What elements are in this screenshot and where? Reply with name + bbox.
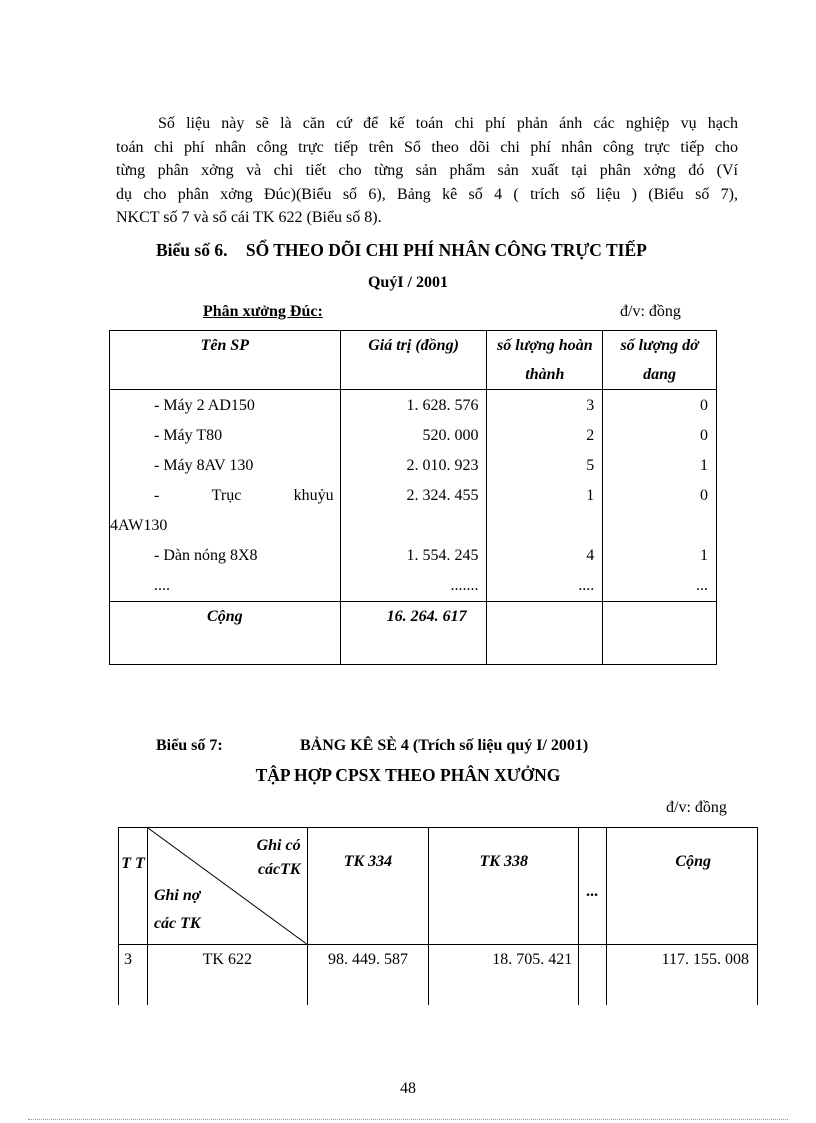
header-more: ... [579, 828, 607, 945]
row-tt: 3 [119, 945, 148, 1006]
completed: 2 [586, 427, 595, 444]
header-completed: số lượng hoàn thành [487, 331, 603, 390]
completed: 5 [586, 457, 595, 474]
wip: ... [696, 577, 708, 594]
wip: 0 [700, 487, 708, 504]
table1-title [156, 240, 647, 261]
value: ....... [450, 577, 479, 594]
table-header-row [119, 828, 758, 945]
header-debit: Ghi nợ các TK [153, 887, 201, 932]
value: 2. 324. 455 [406, 487, 479, 504]
header-value: Giá trị (đồng) [340, 331, 487, 390]
product-name: - Máy 2 AD150 [154, 397, 255, 414]
row-tk334: 98. 449. 587 [307, 945, 429, 1006]
completed: .... [578, 577, 595, 594]
page-number: 48 [400, 1080, 416, 1097]
wip: 1 [700, 457, 708, 474]
product-name: - Máy 8AV 130 [154, 457, 254, 474]
value: 1. 554. 245 [406, 547, 479, 564]
completed: 3 [586, 397, 595, 414]
table2-label: Biểu số 7: [156, 737, 223, 754]
header-total: Cộng [607, 828, 758, 945]
table1-label: Biểu số 6. [156, 240, 228, 260]
row-account: TK 622 [147, 945, 307, 1006]
table2-unit: đ/v: đồng [666, 799, 727, 816]
completed: 4 [586, 547, 595, 564]
total-value: 16. 264. 617 [340, 602, 487, 665]
intro-paragraph [116, 112, 738, 230]
table2-title: BẢNG KÊ SÈ 4 (Trích số liệu quý I/ 2001) [300, 737, 589, 754]
total-label: Cộng [110, 602, 341, 665]
product-names-cell [110, 390, 341, 602]
total-row [110, 602, 717, 665]
product-name: - Máy T80 [154, 427, 223, 444]
labor-cost-table [109, 330, 717, 665]
wip: 0 [700, 427, 708, 444]
paragraph-line: toán chi phí nhân công trực tiếp trên Sổ theo dõi chi phí nhân công trực tiếp cho [116, 138, 738, 156]
row-total: 117. 155. 008 [607, 945, 758, 1006]
product-name: - Trục khuỷu [154, 487, 334, 504]
product-name-wrap: 4AW130 [110, 517, 168, 534]
values-cell [340, 390, 487, 602]
wip: 1 [700, 547, 708, 564]
table1-period: QuýI / 2001 [367, 274, 448, 291]
wip-cell [603, 390, 717, 602]
page-bottom-rule [28, 1119, 788, 1120]
completed: 1 [586, 487, 595, 504]
header-product: Tên SP [110, 331, 341, 390]
product-name: .... [154, 577, 170, 594]
table2-subtitle: TẬP HỢP CPSX THEO PHÂN XƯỞNG [255, 765, 561, 785]
paragraph-line: Số liệu này sẽ là căn cứ để kế toán chi phí phản ánh các nghiệp vụ hạch [158, 115, 738, 132]
product-name: - Dàn nóng 8X8 [154, 547, 258, 564]
wip: 0 [700, 397, 708, 414]
table-row [110, 390, 717, 602]
table-header-row [110, 331, 717, 390]
header-credit: Ghi có cácTK [256, 837, 301, 878]
header-tk338: TK 338 [429, 828, 579, 945]
paragraph-line: dụ cho phân xởng Đúc)(Biểu số 6), Bảng kê số 4 ( trích số liệu ) (Biểu số 7), [116, 185, 738, 203]
header-tk334: TK 334 [307, 828, 429, 945]
header-wip: số lượng dở dang [603, 331, 717, 390]
cost-summary-table [118, 827, 758, 1005]
completed-cell [487, 390, 603, 602]
row-tk338: 18. 705. 421 [429, 945, 579, 1006]
value: 520. 000 [422, 427, 479, 444]
paragraph-line: NKCT số 7 và sổ cái TK 622 (Biểu số 8). [116, 209, 382, 226]
table1-unit: đ/v: đồng [620, 303, 681, 320]
table-row [119, 945, 758, 1006]
table1-heading: SỔ THEO DÕI CHI PHÍ NHÂN CÔNG TRỰC TIẾP [245, 240, 647, 260]
value: 1. 628. 576 [406, 397, 479, 414]
row-more [579, 945, 607, 1006]
diagonal-header [147, 828, 307, 945]
value: 2. 010. 923 [406, 457, 479, 474]
paragraph-line: từng phân xởng và chi tiết cho từng sản phẩm sản xuất tại phân xởng đó (Ví [116, 162, 738, 179]
table1-workshop: Phân xưởng Đúc: [203, 303, 323, 320]
header-tt: T T [119, 828, 148, 945]
